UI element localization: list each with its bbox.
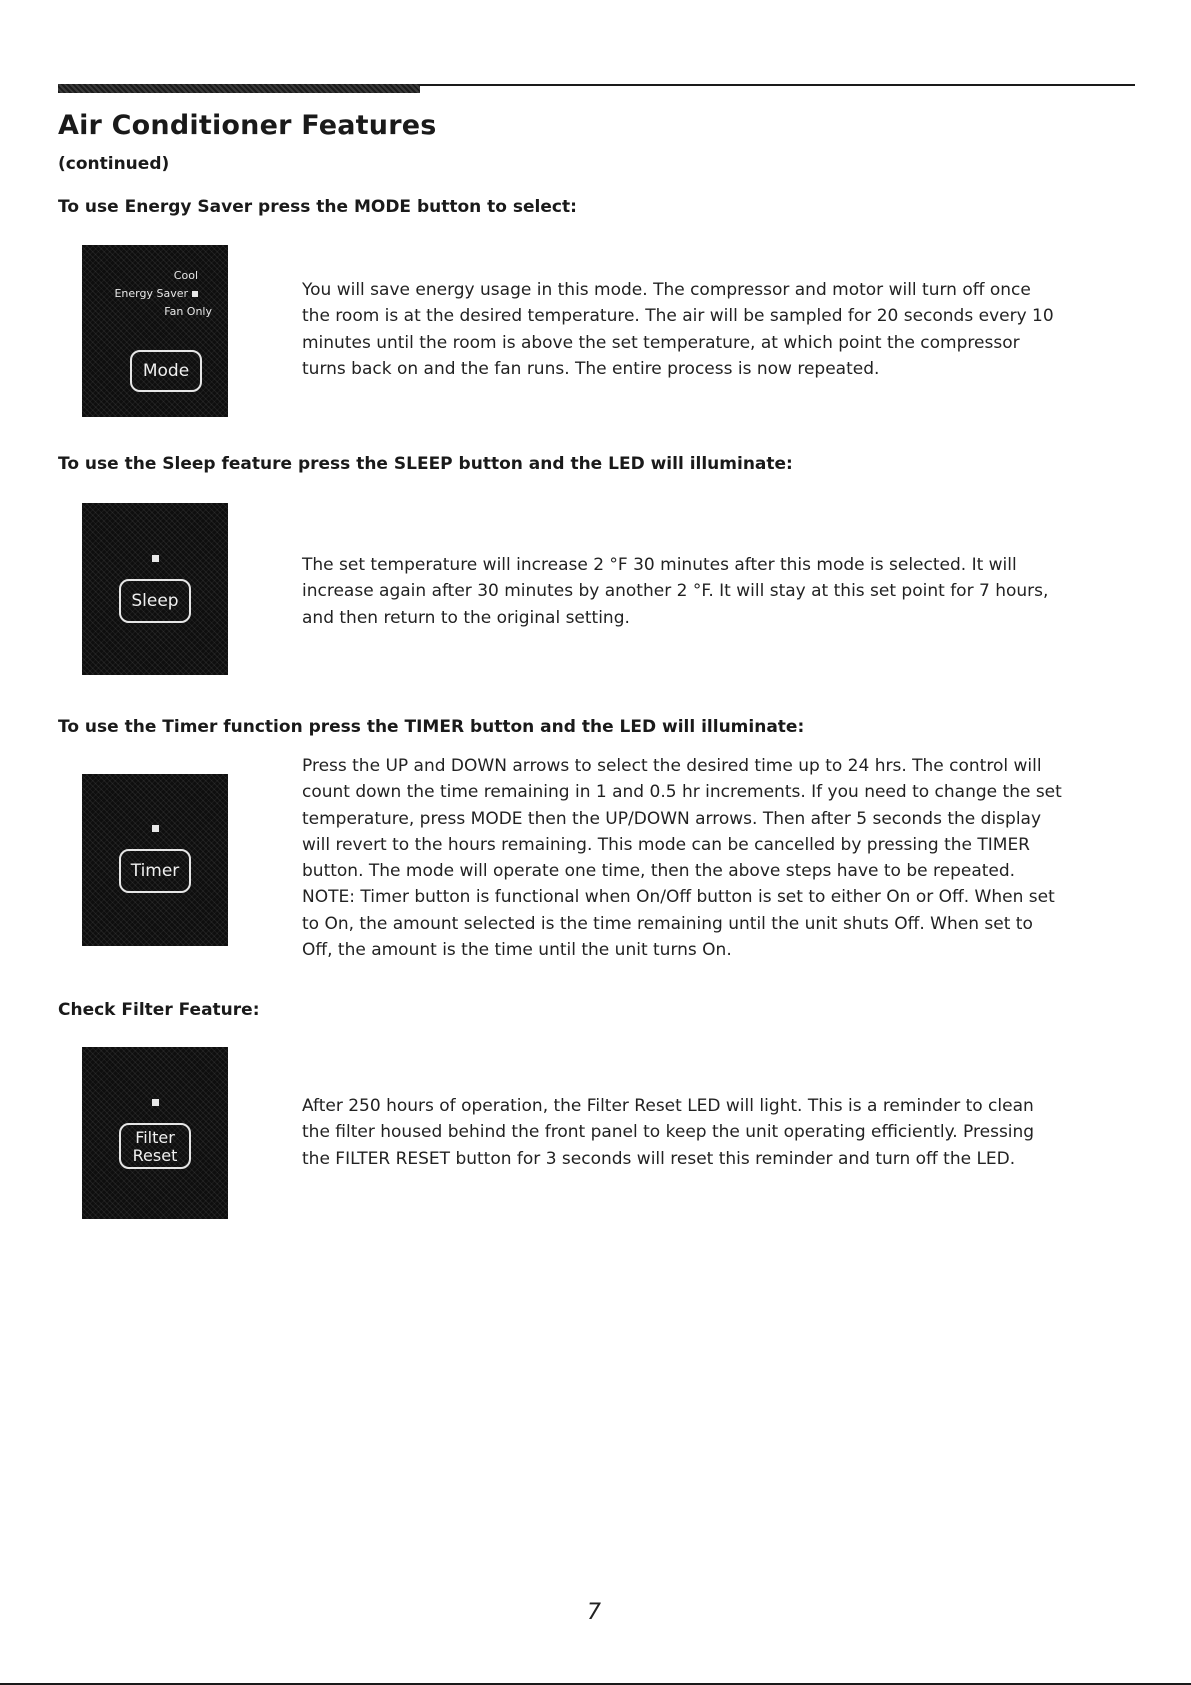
timer-control-panel-image [82,774,228,946]
energy-saver-description: You will save energy usage in this mode. The compressor and motor will turn off once the room is at the desired temperature. The air will be sampled for 20 seconds every 10 minutes until the room is above the set temperature, at which point the compressor turns back on and the fan runs. The entire process is now repeated. [302,280,1054,379]
filter-reset-label-line1: Filter [135,1128,175,1147]
filter-reset-button-image [119,1123,191,1169]
sleep-button-image: Sleep [119,579,191,623]
sleep-description: The set temperature will increase 2 °F 30 minutes after this mode is selected. It will increase again after 30 minutes by another 2 °F. It will stay at this set point for 7 hours, and then return to the original setting. [302,555,1049,628]
selected-led-icon [192,291,198,297]
timer-led-icon [152,825,159,832]
page-number: 7 [587,1600,601,1625]
check-filter-description: After 250 hours of operation, the Filter Reset LED will light. This is a reminder to clean the filter housed behind the front panel to keep the unit operating efficiently. Pressing the FILTER RESET button for 3 seconds will reset this reminder and turn off the LED. [302,1096,1035,1169]
mode-option-energy-saver-label: Energy Saver [114,287,188,300]
page-subtitle: (continued) [58,154,170,174]
mode-button-image: Mode [130,350,202,392]
timer-heading: To use the Timer function press the TIMER button and the LED will illuminate: [58,717,805,737]
page-title: Air Conditioner Features [58,110,437,141]
mode-options-list [114,267,212,321]
mode-option-cool: Cool [173,269,198,282]
filter-led-icon [152,1099,159,1106]
check-filter-heading: Check Filter Feature: [58,1000,260,1020]
sleep-heading: To use the Sleep feature press the SLEEP button and the LED will illuminate: [58,454,793,474]
timer-button-image: Timer [119,849,191,893]
mode-option-fan-only: Fan Only [164,305,212,318]
mode-control-panel-image [82,245,228,417]
energy-saver-heading: To use Energy Saver press the MODE button to select: [58,197,577,217]
header-rule-thin [420,84,1135,86]
filter-reset-control-panel-image [82,1047,228,1219]
header-rule-thick [58,84,420,93]
mode-option-energy-saver [114,285,198,303]
filter-reset-label-line2: Reset [132,1146,178,1165]
sleep-control-panel-image [82,503,228,675]
sleep-led-icon [152,555,159,562]
timer-description: Press the UP and DOWN arrows to select the desired time up to 24 hrs. The control will count down the time remaining in 1 and 0.5 hr increments. If you need to change the set temperature, press MODE then the UP/DOWN arrows. Then after 5 seconds the display will revert to the hours remaining. This mode can be cancelled by pressing the TIMER button. The mode will operate one time, then the above steps have to be repeated. NOTE: Timer button is functional when On/Off button is set to either On or Off. When set to On, the amount selected is the time remaining until the unit shuts Off. When set to Off, the amount is the time until the unit turns On. [302,756,1062,961]
